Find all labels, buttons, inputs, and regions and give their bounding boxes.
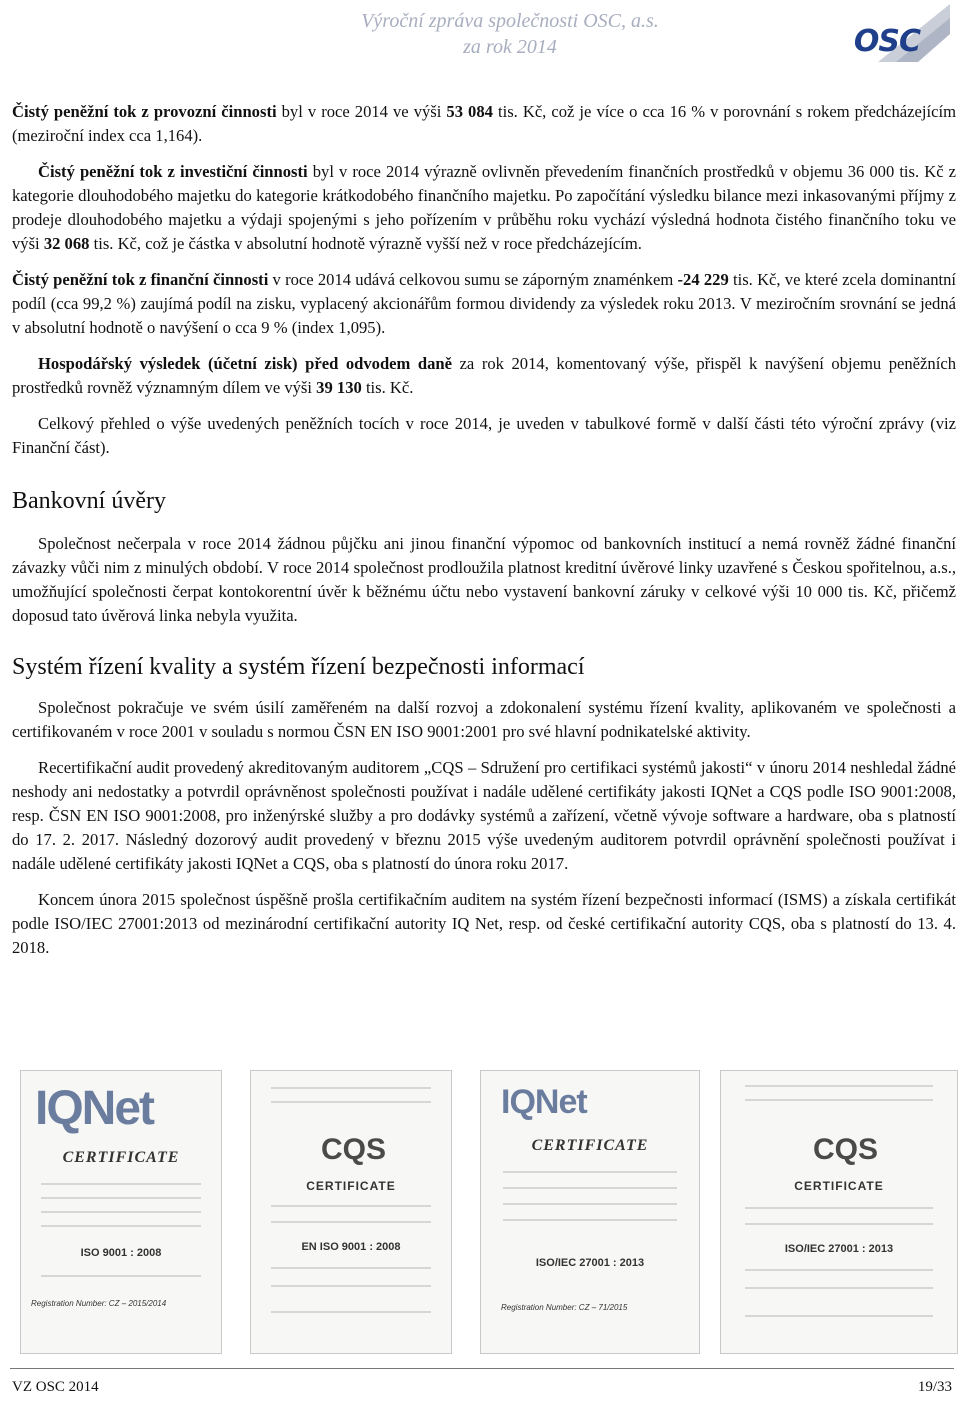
cert-text-line bbox=[271, 1087, 431, 1089]
certificate-iqnet-iso27001 bbox=[480, 1070, 700, 1354]
footer-document-name: VZ OSC 2014 bbox=[12, 1379, 99, 1395]
certificates-row bbox=[20, 1070, 960, 1355]
paragraph-bank-loans: Společnost nečerpala v roce 2014 žádnou půjčku ani jinou finanční výpomoc od bankovních institucí a nemá rovněž žádné finanční závazky vůči nim z minulých období. V roce 2014 společnost prodloužila platnost kreditní úvěrové linky uzavřené s Českou spořitelnou, a.s., umožňující společnosti čerpat kontokorentní úvěr k běžnému účtu nebo vystavení bankovní záruky v celkové výši 10 000 tis. Kč, přičemž doposud tato úvěrová linka nebyla využita. bbox=[12, 534, 956, 625]
cert-text-line bbox=[41, 1275, 201, 1277]
cert-text-line bbox=[745, 1315, 934, 1317]
header-title-line1: Výroční zpráva společnosti OSC, a.s. bbox=[361, 10, 659, 32]
header-title bbox=[270, 8, 750, 60]
text-span: tis. Kč, což je částka v absolutní hodnotě výrazně vyšší než v roce předcházejícím. bbox=[89, 234, 642, 253]
cert-title: CERTIFICATE bbox=[794, 1179, 884, 1193]
cert-text-line bbox=[503, 1203, 677, 1205]
cert-text-line bbox=[271, 1221, 431, 1223]
term-financial-cash-flow: Čistý peněžní tok z finanční činnosti bbox=[12, 270, 269, 289]
heading-bank-loans: Bankovní úvěry bbox=[12, 488, 166, 514]
cert-text-line bbox=[271, 1311, 431, 1313]
text-span: tis. Kč, ve které zcela dominantní podíl (cca 99,2 %) zaujímá podíl na zisku, vyplacený akcionářům formou dividendy za výsledek roku 2013. V meziročním srovnání se jedná v absolutní hodnotě o navýšení o cca 9 % (index 1,095). bbox=[12, 270, 957, 337]
cert-text-line bbox=[271, 1205, 431, 1207]
page-footer bbox=[10, 1368, 954, 1399]
value-financial-cash-flow: -24 229 bbox=[677, 270, 729, 289]
cert-title: CERTIFICATE bbox=[531, 1137, 649, 1154]
paragraph-overview: Celkový přehled o výše uvedených peněžních tocích v roce 2014, je uveden v tabulkové formě v další části této výroční zprávy (viz Finanční část). bbox=[12, 414, 956, 457]
text-span: byl v roce 2014 výrazně ovlivněn převedením finančních prostředků v objemu 36 000 tis. Kč z kategorie dlouhodobého majetku do kategorie krátkodobého finančního majetku. Po započítání výsledku bilance mezi inkasovanými příjmy z prodeje dlouhodobého majetku a výdaji spojenými s jeho pořízením v průběhu roku vychází výsledná hodnota čistého finančního toku ve výši bbox=[12, 162, 956, 253]
cert-text-line bbox=[745, 1207, 934, 1209]
cert-standard: EN ISO 9001 : 2008 bbox=[301, 1241, 401, 1253]
cert-standard: ISO/IEC 27001 : 2013 bbox=[784, 1243, 894, 1255]
paragraph-quality-2: Recertifikační audit provedený akreditovaným auditorem „CQS – Sdružení pro certifikaci systémů jakosti“ v únoru 2014 neshledal žádné neshody ani nedostatky a potvrdil oprávněnost společnosti používat i nadále udělené certifikáty jakosti IQNet a CQS podle ISO 9001:2008, resp. ČSN EN ISO 9001:2008, pro inženýrské služby a pro dodávky systémů a zařízení, včetně vývoje software a hardware, oba s platností do 17. 2. 2017. Následný dozorový audit provedený v březnu 2015 výše uvedeným auditorem potvrdil oprávnění společnosti používat i nadále udělené certifikáty jakosti IQNet a CQS, oba s platností do února roku 2017. bbox=[12, 758, 956, 873]
cert-brand: CQS bbox=[813, 1133, 879, 1166]
footer-page-number: 19/33 bbox=[917, 1379, 952, 1395]
certificate-iqnet-iso9001 bbox=[20, 1070, 222, 1354]
text-span: tis. Kč, což je více o cca 16 % v porovnání s rokem předcházejícím (meziroční index cca 1,164). bbox=[12, 102, 956, 145]
term-operating-cash-flow: Čistý peněžní tok z provozní činnosti bbox=[12, 102, 277, 121]
value-investment-cash-flow: 32 068 bbox=[43, 234, 90, 253]
paragraph-quality-1: Společnost pokračuje ve svém úsilí zaměřeném na další rozvoj a zdokonalení systému řízení kvality, aplikovaném ve společnosti a certifikovaném v roce 2001 v souladu s normou ČSN EN ISO 9001:2001 pro své hlavní podnikatelské aktivity. bbox=[12, 698, 956, 741]
cert-text-line bbox=[41, 1183, 201, 1185]
cert-text-line bbox=[271, 1285, 431, 1287]
certificate-cqs-iso27001 bbox=[720, 1070, 958, 1354]
cert-text-line bbox=[745, 1269, 934, 1271]
header-title-line2: za rok 2014 bbox=[463, 36, 557, 58]
cert-title: CERTIFICATE bbox=[62, 1149, 180, 1166]
cert-text-line bbox=[41, 1197, 201, 1199]
cert-brand: IQNet bbox=[501, 1083, 587, 1121]
text-span: tis. Kč. bbox=[361, 378, 414, 397]
paragraph-operating-cash-flow bbox=[12, 100, 956, 148]
cert-standard: ISO 9001 : 2008 bbox=[80, 1247, 162, 1259]
value-profit-before-tax: 39 130 bbox=[316, 378, 362, 397]
cert-text-line bbox=[745, 1223, 934, 1225]
page-header bbox=[0, 0, 960, 72]
document-body bbox=[12, 100, 956, 972]
cert-registration: Registration Number: CZ – 2015/2014 bbox=[31, 1299, 167, 1308]
certificate-cqs-iso9001 bbox=[250, 1070, 452, 1354]
cert-text-line bbox=[503, 1219, 677, 1221]
cert-brand: IQNet bbox=[35, 1082, 154, 1135]
cert-text-line bbox=[41, 1225, 201, 1227]
cert-text-line bbox=[745, 1099, 934, 1101]
term-profit-before-tax: Hospodářský výsledek (účetní zisk) před odvodem daně bbox=[38, 354, 453, 373]
cert-text-line bbox=[745, 1085, 934, 1087]
paragraph-quality-3: Koncem února 2015 společnost úspěšně prošla certifikačním auditem na systém řízení bezpečnosti informací (ISMS) a získala certifikát podle ISO/IEC 27001:2013 od mezinárodní certifikační autority IQ Net, resp. od české certifikační autority CQS, oba s platností do 13. 4. 2018. bbox=[12, 890, 956, 957]
term-investment-cash-flow: Čistý peněžní tok z investiční činnosti bbox=[38, 162, 308, 181]
paragraph-profit-before-tax bbox=[12, 352, 956, 400]
cert-text-line bbox=[271, 1267, 431, 1269]
cert-registration: Registration Number: CZ – 71/2015 bbox=[501, 1303, 628, 1312]
osc-logo bbox=[838, 4, 950, 66]
cert-text-line bbox=[503, 1171, 677, 1173]
cert-text-line bbox=[745, 1287, 934, 1289]
text-span: za rok 2014, komentovaný výše, přispěl k navýšení objemu peněžních prostředků rovněž významným dílem ve výši bbox=[12, 354, 956, 397]
paragraph-financial-cash-flow bbox=[12, 268, 956, 340]
cert-title: CERTIFICATE bbox=[306, 1179, 396, 1193]
cert-brand: CQS bbox=[321, 1133, 387, 1166]
paragraph-investment-cash-flow bbox=[12, 160, 956, 256]
value-operating-cash-flow: 53 084 bbox=[446, 102, 493, 121]
logo-text: OSC bbox=[853, 24, 920, 59]
text-span: byl v roce 2014 ve výši bbox=[276, 102, 447, 121]
cert-text-line bbox=[271, 1101, 431, 1103]
cert-standard: ISO/IEC 27001 : 2013 bbox=[535, 1257, 645, 1269]
cert-text-line bbox=[41, 1211, 201, 1213]
heading-quality-system: Systém řízení kvality a systém řízení bezpečnosti informací bbox=[12, 654, 585, 680]
cert-text-line bbox=[503, 1187, 677, 1189]
text-span: v roce 2014 udává celkovou sumu se záporným znaménkem bbox=[268, 270, 678, 289]
